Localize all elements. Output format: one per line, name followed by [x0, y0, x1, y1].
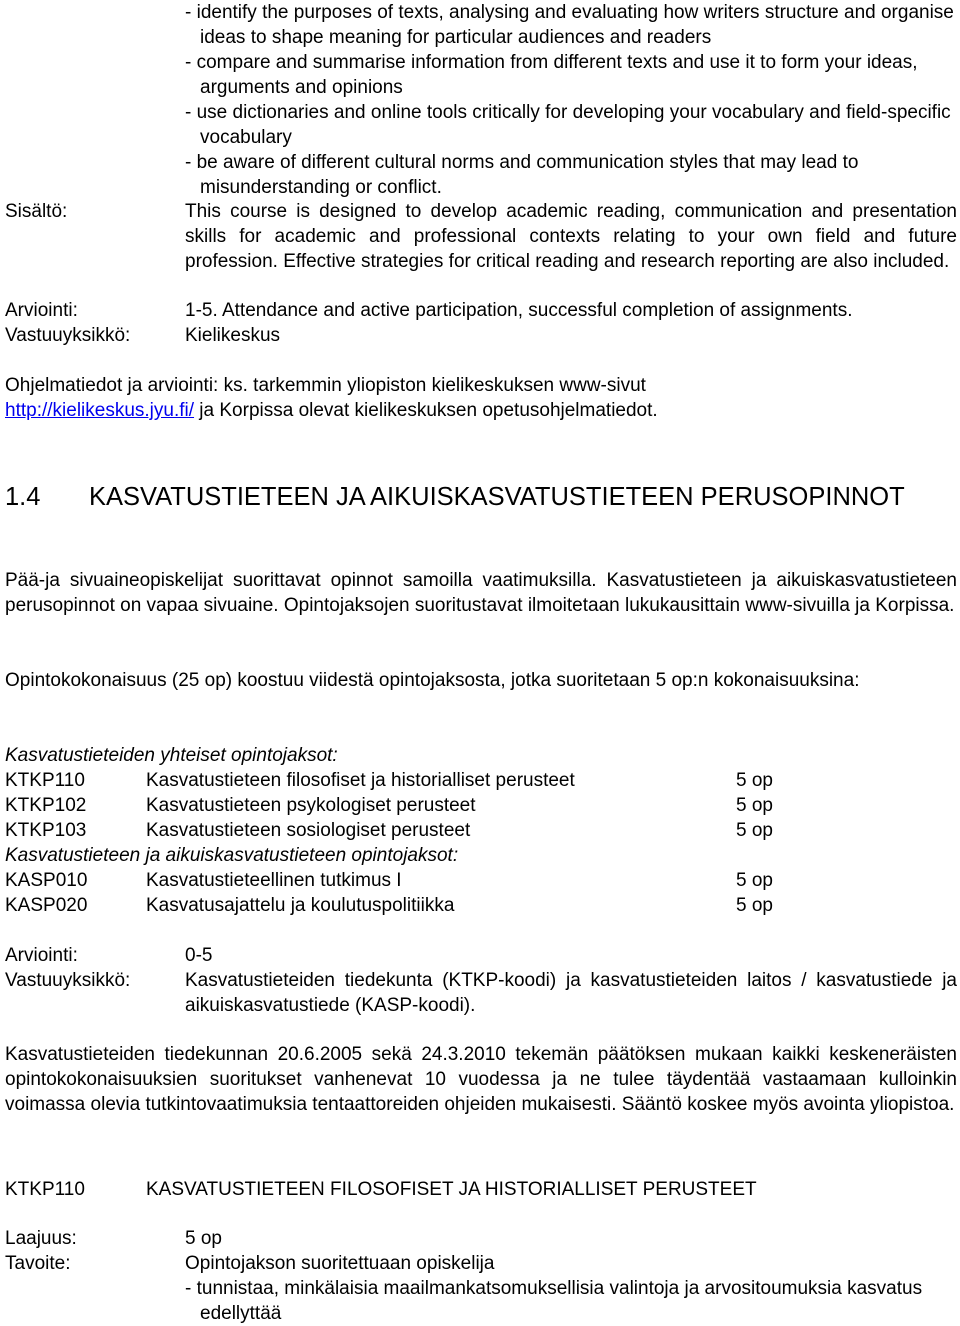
course-detail-code: KTKP110: [5, 1179, 85, 1200]
vastuuyksikko-label: Vastuuyksikkö:: [5, 970, 131, 991]
course-code: KTKP102: [5, 795, 87, 816]
course-detail-title: KASVATUSTIETEEN FILOSOFISET JA HISTORIALLISET PERUSTEET: [146, 1179, 757, 1200]
vastuuyksikko-text: Kielikeskus: [185, 325, 281, 346]
sisalto-text: This course is designed to develop academic reading, communication and presentation skills for academic and professional contexts relating to your own field and future profession. Effective strategies for critical reading and research reporting are also included.: [185, 201, 957, 272]
paragraph-expiration-rule: Kasvatustieteiden tiedekunnan 20.6.2005 sekä 24.3.2010 tekemän päätöksen mukaan kaikki keskeneräisten opintokokonaisuuksien suoritukset vanhenevat 10 vuodessa ja ne tulee täydentää vastaamaan kulloinkin voimassa olevia tutkintovaatimuksia tentaattoreiden ohjeiden mukaisesti. Sääntö koskee myös avointa yliopistoa.: [5, 1044, 957, 1115]
course-credits: 5 op: [736, 870, 773, 891]
tavoite-label: Tavoite:: [5, 1253, 71, 1274]
course-credits: 5 op: [736, 820, 773, 841]
tavoite-list: [185, 1276, 957, 1326]
course-code: KTKP110: [5, 770, 85, 791]
bullet-item: - identify the purposes of texts, analysing and evaluating how writers structure and organise ideas to shape meaning for particular audiences and readers: [185, 2, 954, 48]
section-title: KASVATUSTIETEEN JA AIKUISKASVATUSTIETEEN PERUSOPINNOT: [89, 483, 905, 511]
course-code: KASP020: [5, 895, 88, 916]
arviointi-text: 0-5: [185, 945, 213, 966]
course-name: Kasvatusajattelu ja koulutuspolitiikka: [146, 895, 455, 916]
bullet-item: - compare and summarise information from different texts and use it to form your ideas, arguments and opinions: [185, 52, 918, 98]
course-credits: 5 op: [736, 770, 773, 791]
paragraph-composition: Opintokokonaisuus (25 op) koostuu viidestä opintojaksosta, jotka suoritetaan 5 op:n kokonaisuuksina:: [5, 670, 860, 691]
bullet-item: - tunnistaa, minkälaisia maailmankatsomuksellisia valintoja ja arvositoumuksia kasvatus edellyttää: [185, 1278, 923, 1324]
sisalto-label: Sisältö:: [5, 201, 68, 222]
course-code: KASP010: [5, 870, 88, 891]
info-text-rest: ja Korpissa olevat kielikeskuksen opetusohjelmatiedot.: [194, 400, 658, 421]
course-credits: 5 op: [736, 795, 773, 816]
kielikeskus-link[interactable]: http://kielikeskus.jyu.fi/: [5, 400, 195, 421]
course-credits: 5 op: [736, 895, 773, 916]
paragraph-requirements: Pää-ja sivuaineopiskelijat suorittavat opinnot samoilla vaatimuksilla. Kasvatustieteen ja aikuiskasvatustieteen perusopinnot on vapaa sivuaine. Opintojaksojen suoritustavat ilmoitetaan lukukausittain www-sivuilla ja Korpissa.: [5, 570, 957, 616]
section-number: 1.4: [5, 483, 41, 511]
course-code: KTKP103: [5, 820, 87, 841]
group-heading-common: Kasvatustieteiden yhteiset opintojaksot:: [5, 745, 338, 766]
bullet-item: - use dictionaries and online tools critically for developing your vocabulary and field-specific vocabulary: [185, 102, 951, 148]
info-line-2: [5, 398, 957, 423]
learning-outcomes-list: [185, 0, 957, 200]
course-name: Kasvatustieteellinen tutkimus I: [146, 870, 402, 891]
laajuus-text: 5 op: [185, 1228, 222, 1249]
info-text: Ohjelmatiedot ja arviointi: ks. tarkemmin yliopiston kielikeskuksen www-sivut: [5, 375, 646, 396]
arviointi-label: Arviointi:: [5, 300, 78, 321]
laajuus-label: Laajuus:: [5, 1228, 77, 1249]
bullet-item: - be aware of different cultural norms and communication styles that may lead to misunderstanding or conflict.: [185, 152, 859, 198]
vastuuyksikko-text: Kasvatustieteiden tiedekunta (KTKP-koodi) ja kasvatustieteiden laitos / kasvatustiede ja aikuiskasvatustiede (KASP-koodi).: [185, 970, 957, 1016]
vastuuyksikko-label: Vastuuyksikkö:: [5, 325, 131, 346]
course-name: Kasvatustieteen sosiologiset perusteet: [146, 820, 471, 841]
arviointi-text: 1-5. Attendance and active participation, successful completion of assignments.: [185, 300, 853, 321]
course-name: Kasvatustieteen psykologiset perusteet: [146, 795, 476, 816]
arviointi-label: Arviointi:: [5, 945, 78, 966]
tavoite-text: Opintojakson suoritettuaan opiskelija: [185, 1253, 495, 1274]
course-name: Kasvatustieteen filosofiset ja historialliset perusteet: [146, 770, 575, 791]
info-line: [5, 373, 957, 398]
group-heading-adult-education: Kasvatustieteen ja aikuiskasvatustieteen opintojaksot:: [5, 845, 459, 866]
